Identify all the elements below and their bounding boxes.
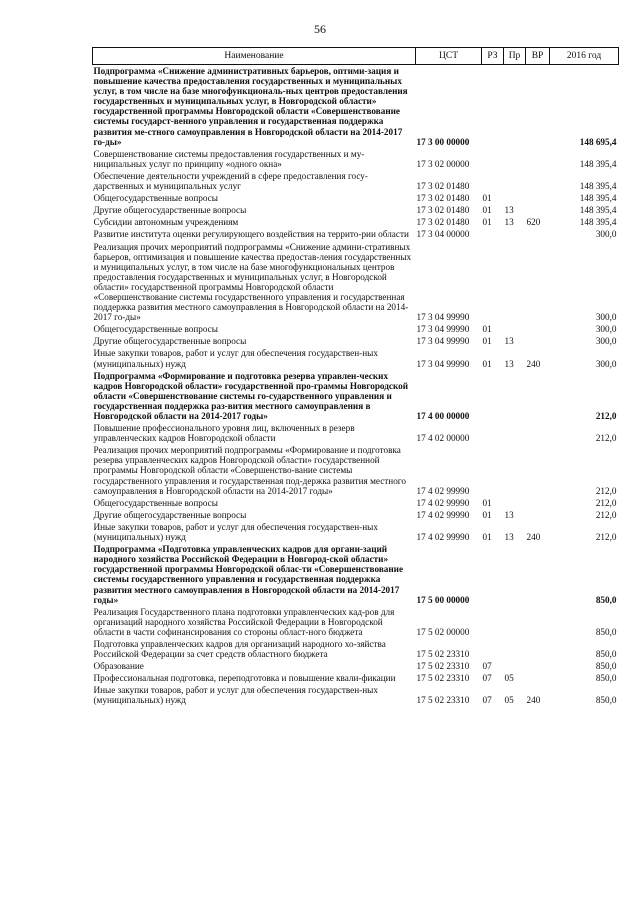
row-pr bbox=[504, 606, 526, 638]
row-rz: 01 bbox=[482, 324, 492, 335]
row-rz: 01 bbox=[482, 193, 492, 204]
row-name: Другие общегосударственные вопросы bbox=[93, 205, 247, 216]
row-rz bbox=[482, 606, 504, 638]
row-pr bbox=[504, 148, 526, 170]
row-name: Общегосударственные вопросы bbox=[93, 497, 218, 508]
row-pr: 13 bbox=[504, 532, 514, 543]
table-row bbox=[93, 335, 619, 347]
budget-table bbox=[92, 47, 619, 707]
row-vr bbox=[526, 335, 550, 347]
table-row bbox=[93, 204, 619, 216]
row-name: Подпрограмма «Снижение административных барьеров, оптими-зация и повышение качества предоставления государственных и муниципальных услуг, в том числе на базе многофункциональ-ных центров предоставления государственных и муниципальных услуг, в Новгородской области» государственной программы Новгородской области «Совершенствование системы государст-венного управления и государственная поддержка развития ме-стного самоуправления в Новгородской области на 2014-2017 го-ды» bbox=[93, 66, 408, 147]
row-vr bbox=[526, 606, 550, 638]
row-pr: 13 bbox=[504, 336, 514, 347]
row-rz bbox=[482, 444, 504, 496]
row-cst: 17 4 02 00000 bbox=[416, 433, 470, 444]
row-pr: 05 bbox=[504, 673, 514, 684]
row-cst: 17 4 00 00000 bbox=[416, 411, 470, 421]
table-row bbox=[93, 241, 619, 324]
row-amount: 148 395,4 bbox=[579, 217, 617, 228]
row-vr: 620 bbox=[526, 217, 541, 228]
row-name: Подпрограмма «Формирование и подготовка резерва управлен-ческих кадров Новгородской области» государственной про-граммы Новгородской области «Совершенствование системы го-сударственного управления и государственная поддержка раз-вития местного самоуправления в Новгородской области на 2014-2017 годы» bbox=[93, 370, 409, 421]
row-pr bbox=[504, 422, 526, 444]
row-amount: 300,0 bbox=[595, 312, 617, 323]
row-pr bbox=[504, 638, 526, 660]
row-rz: 07 bbox=[482, 661, 492, 672]
row-amount: 212,0 bbox=[595, 497, 617, 508]
table-row bbox=[93, 65, 619, 148]
row-name: Повышение профессионального уровня лиц, включенных в резерв управленческих кадров Новгородской области bbox=[93, 423, 355, 444]
row-pr: 13 bbox=[504, 358, 514, 369]
row-name: Профессиональная подготовка, переподготовка и повышение квали-фикации bbox=[93, 673, 396, 684]
column-header-cst: ЦСТ bbox=[416, 48, 482, 65]
row-rz: 01 bbox=[482, 358, 492, 369]
row-cst: 17 5 00 00000 bbox=[416, 594, 470, 605]
row-cst: 17 3 04 99990 bbox=[416, 312, 470, 323]
row-cst: 17 5 02 00000 bbox=[416, 626, 470, 637]
row-amount: 300,0 bbox=[595, 358, 617, 369]
row-amount: 850,0 bbox=[595, 695, 617, 706]
row-cst: 17 3 04 99990 bbox=[416, 324, 470, 335]
row-amount: 850,0 bbox=[595, 661, 617, 672]
row-cst: 17 3 00 00000 bbox=[416, 136, 470, 147]
row-name: Общегосударственные вопросы bbox=[93, 193, 218, 204]
row-pr bbox=[504, 192, 526, 204]
row-amount: 212,0 bbox=[595, 411, 617, 421]
row-vr bbox=[526, 444, 550, 496]
row-rz: 01 bbox=[482, 205, 492, 216]
row-pr: 13 bbox=[504, 509, 514, 520]
row-rz bbox=[482, 241, 504, 324]
column-header-rz: РЗ bbox=[482, 48, 504, 65]
table-row bbox=[93, 684, 619, 706]
row-pr bbox=[504, 543, 526, 606]
row-amount: 300,0 bbox=[595, 229, 617, 240]
row-cst: 17 4 02 99990 bbox=[416, 497, 470, 508]
row-cst: 17 5 02 23310 bbox=[416, 649, 470, 660]
row-cst: 17 4 02 99990 bbox=[416, 532, 470, 543]
row-vr bbox=[526, 638, 550, 660]
row-cst: 17 3 04 99990 bbox=[416, 336, 470, 347]
row-pr bbox=[504, 170, 526, 192]
row-cst: 17 3 04 99990 bbox=[416, 358, 470, 369]
row-cst: 17 3 02 01480 bbox=[416, 193, 470, 204]
row-rz: 01 bbox=[482, 217, 492, 228]
row-rz bbox=[482, 370, 504, 422]
row-amount: 148 395,4 bbox=[579, 193, 617, 204]
row-rz bbox=[482, 170, 504, 192]
table-row bbox=[93, 148, 619, 170]
table-row bbox=[93, 497, 619, 509]
row-vr bbox=[526, 497, 550, 509]
row-rz: 01 bbox=[482, 497, 492, 508]
row-rz bbox=[482, 543, 504, 606]
row-vr bbox=[526, 170, 550, 192]
table-row bbox=[93, 192, 619, 204]
row-amount: 148 395,4 bbox=[579, 158, 617, 169]
row-cst: 17 5 02 23310 bbox=[416, 673, 470, 684]
table-header-row bbox=[93, 48, 619, 65]
row-vr bbox=[526, 65, 550, 148]
row-pr bbox=[504, 241, 526, 324]
page-number: 56 bbox=[314, 22, 326, 36]
row-vr: 240 bbox=[526, 532, 541, 543]
row-pr: 05 bbox=[504, 695, 514, 706]
row-vr bbox=[526, 241, 550, 324]
table-row bbox=[93, 509, 619, 521]
row-pr bbox=[504, 323, 526, 335]
row-vr: 240 bbox=[526, 358, 541, 369]
row-vr bbox=[526, 204, 550, 216]
table-row bbox=[93, 422, 619, 444]
row-rz bbox=[482, 228, 504, 240]
row-amount: 850,0 bbox=[595, 594, 617, 605]
row-vr bbox=[526, 370, 550, 422]
row-name: Иные закупки товаров, работ и услуг для обеспечения государствен-ных (муниципальных) нужд bbox=[93, 521, 378, 543]
row-cst: 17 4 02 99990 bbox=[416, 485, 470, 496]
table-row bbox=[93, 347, 619, 369]
row-amount: 300,0 bbox=[595, 336, 617, 347]
row-amount: 212,0 bbox=[595, 485, 617, 496]
row-vr bbox=[526, 192, 550, 204]
row-vr bbox=[526, 509, 550, 521]
table-row bbox=[93, 638, 619, 660]
row-amount: 148 395,4 bbox=[579, 205, 617, 216]
table-row bbox=[93, 672, 619, 684]
row-cst: 17 3 02 01480 bbox=[416, 217, 470, 228]
column-header-vr: ВР bbox=[526, 48, 550, 65]
row-name: Подготовка управленческих кадров для организаций народного хо-зяйства Российской Федерации за счет средств областного бюджета bbox=[93, 638, 386, 660]
row-name: Субсидии автономным учреждениям bbox=[93, 217, 239, 228]
row-vr bbox=[526, 148, 550, 170]
row-amount: 850,0 bbox=[595, 626, 617, 637]
row-cst: 17 3 04 00000 bbox=[416, 229, 470, 240]
column-header-pr: Пр bbox=[504, 48, 526, 65]
row-name: Другие общегосударственные вопросы bbox=[93, 509, 247, 520]
table-row bbox=[93, 606, 619, 638]
row-rz bbox=[482, 65, 504, 148]
column-header-year: 2016 год bbox=[550, 48, 619, 65]
row-rz bbox=[482, 422, 504, 444]
row-vr bbox=[526, 323, 550, 335]
table-row bbox=[93, 323, 619, 335]
row-name: Иные закупки товаров, работ и услуг для обеспечения государствен-ных (муниципальных) нужд bbox=[93, 348, 378, 369]
row-amount: 212,0 bbox=[595, 433, 617, 444]
table-row bbox=[93, 444, 619, 496]
row-vr bbox=[526, 660, 550, 672]
table-row bbox=[93, 170, 619, 192]
row-amount: 148 395,4 bbox=[579, 181, 617, 192]
row-pr bbox=[504, 65, 526, 148]
table-row bbox=[93, 521, 619, 543]
row-vr bbox=[526, 422, 550, 444]
row-name: Образование bbox=[93, 661, 144, 672]
table-body bbox=[93, 65, 619, 707]
row-name: Развитие института оценки регулирующего воздействия на террито-рии области bbox=[93, 229, 409, 240]
row-name: Общегосударственные вопросы bbox=[93, 324, 218, 335]
row-name: Другие общегосударственные вопросы bbox=[93, 336, 247, 347]
row-vr bbox=[526, 672, 550, 684]
table-row bbox=[93, 543, 619, 606]
row-name: Иные закупки товаров, работ и услуг для обеспечения государствен-ных (муниципальных) нужд bbox=[93, 685, 378, 706]
row-vr bbox=[526, 228, 550, 240]
column-header-name: Наименование bbox=[93, 48, 416, 65]
row-name: Подпрограмма «Подготовка управленческих кадров для органи-заций народного хозяйства Российской Федерации в Новгород-ской области» государственной программы Новгородской облас-ти «Совершенствование системы государственного управления и государственная поддержка развития местного самоуправления в Новгородской области на 2014-2017 годы» bbox=[93, 544, 404, 605]
row-rz: 07 bbox=[482, 695, 492, 706]
row-rz: 07 bbox=[482, 673, 492, 684]
row-amount: 300,0 bbox=[595, 324, 617, 335]
row-name: Совершенствование системы предоставления государственных и му-ниципальных услуг по принципу «одного окна» bbox=[93, 148, 365, 169]
row-cst: 17 3 02 01480 bbox=[416, 205, 470, 216]
row-rz: 01 bbox=[482, 336, 492, 347]
row-name: Реализация прочих мероприятий подпрограммы «Формирование и подготовка резерва управленческих кадров Новгородской области» государственной программы Новгородской области «Совершенство-вание системы государственного управления и государственная под-держка развития местного самоуправления в Новгородской области на 2014-2017 годы» bbox=[93, 445, 406, 496]
row-rz: 01 bbox=[482, 509, 492, 520]
row-cst: 17 3 02 01480 bbox=[416, 181, 470, 192]
row-name: Обеспечение деятельности учреждений в сфере предоставления госу-дарственных и муниципальных услуг bbox=[93, 170, 368, 192]
row-amount: 212,0 bbox=[595, 509, 617, 520]
table-row bbox=[93, 660, 619, 672]
row-amount: 212,0 bbox=[595, 532, 617, 543]
row-amount: 850,0 bbox=[595, 673, 617, 684]
row-pr bbox=[504, 497, 526, 509]
row-cst: 17 3 02 00000 bbox=[416, 158, 470, 169]
table-row bbox=[93, 228, 619, 240]
row-name: Реализация Государственного плана подготовки управленческих кад-ров для организаций народного хозяйства Российской Федерации в Новгородской области в части софинансирования со стороны област-ного бюджета bbox=[93, 606, 395, 637]
row-cst: 17 5 02 23310 bbox=[416, 695, 470, 706]
table-row bbox=[93, 216, 619, 228]
table-row bbox=[93, 370, 619, 422]
row-pr: 13 bbox=[504, 205, 514, 216]
row-pr bbox=[504, 370, 526, 422]
row-amount: 850,0 bbox=[595, 649, 617, 660]
row-amount: 148 695,4 bbox=[579, 136, 617, 147]
row-cst: 17 4 02 99990 bbox=[416, 509, 470, 520]
row-pr bbox=[504, 660, 526, 672]
row-pr bbox=[504, 228, 526, 240]
row-cst: 17 5 02 23310 bbox=[416, 661, 470, 672]
row-name: Реализация прочих мероприятий подпрограммы «Снижение админи-стративных барьеров, оптимизация и повышение качества предостав-ления государственных и муниципальных услуг, в том числе на базе многофункциональных центров предоставления государственных и муниципальных услуг, в Новгородской области» государственной программы Новгородской области «Совершенствование системы государственного управления и государственная поддержка развития местного самоуправления в Новгородской области на 2014-2017 го-ды» bbox=[93, 241, 412, 323]
row-vr bbox=[526, 543, 550, 606]
row-rz bbox=[482, 148, 504, 170]
row-rz: 01 bbox=[482, 532, 492, 543]
row-pr: 13 bbox=[504, 217, 514, 228]
row-pr bbox=[504, 444, 526, 496]
row-rz bbox=[482, 638, 504, 660]
row-vr: 240 bbox=[526, 695, 541, 706]
